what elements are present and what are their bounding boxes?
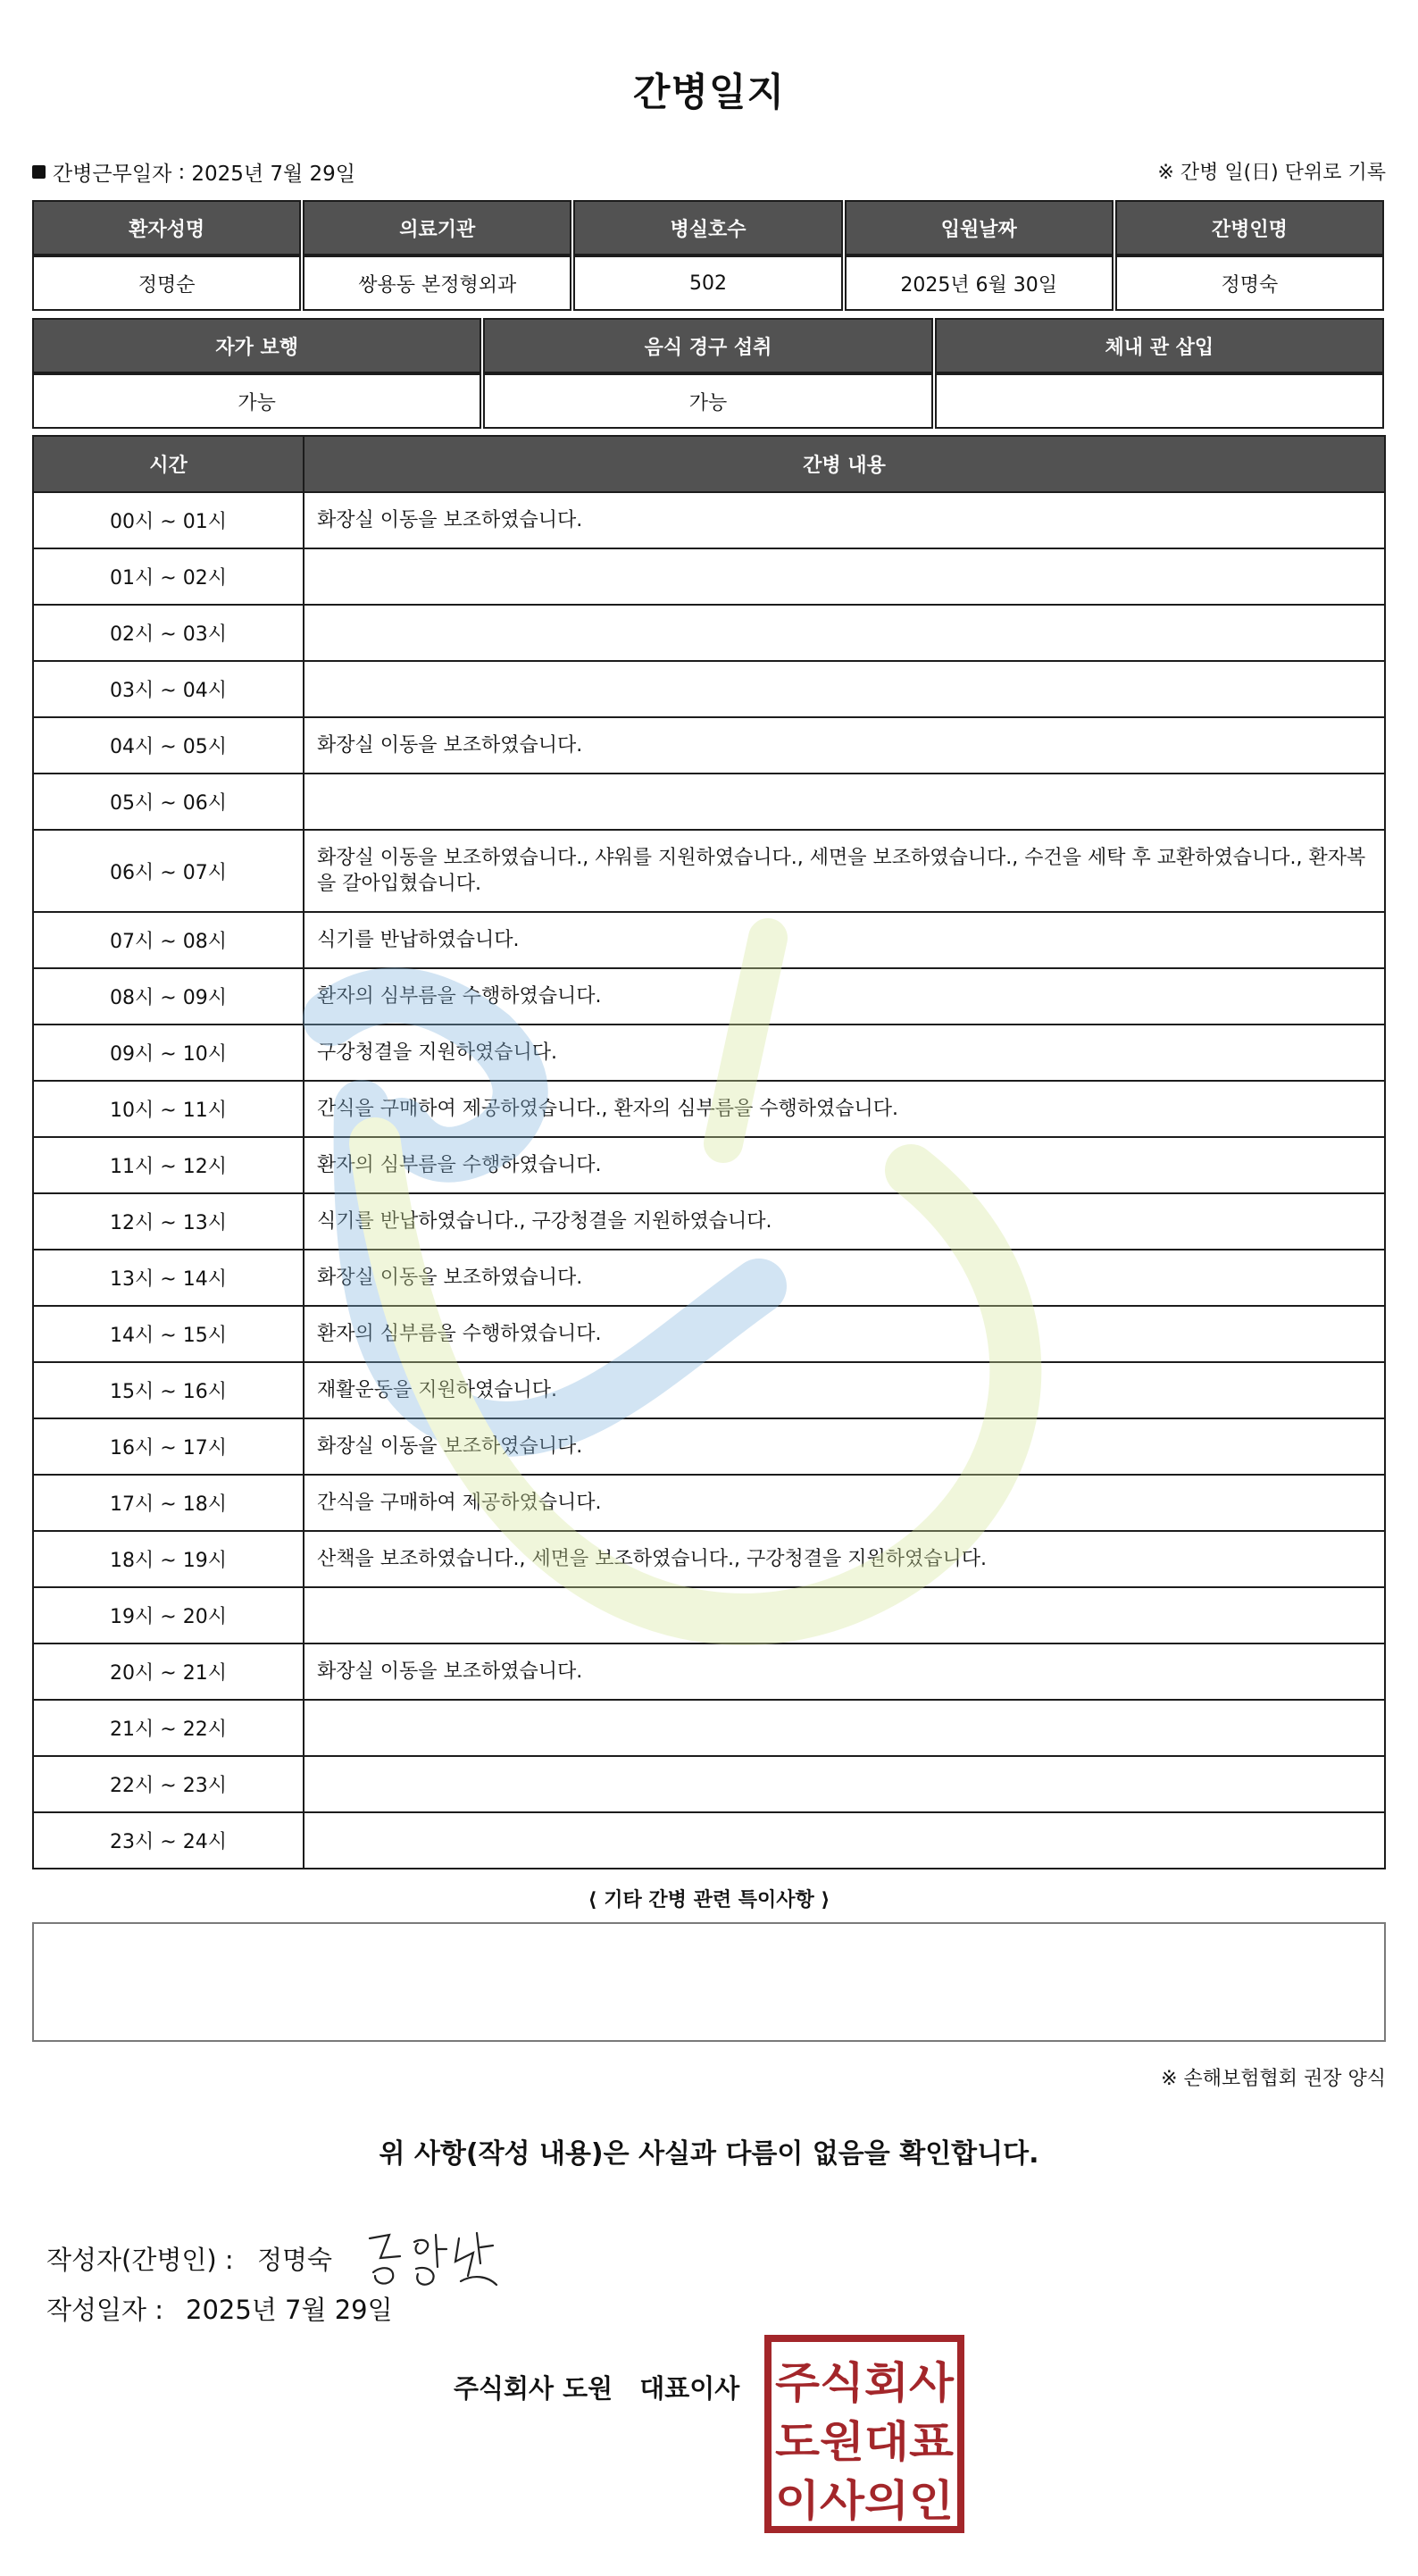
schedule-header-row xyxy=(33,436,1385,492)
header-admission-date: 입원날짜 xyxy=(845,200,1114,255)
time-slot: 13시 ~ 14시 xyxy=(33,1250,304,1306)
ceo-title: 대표이사 xyxy=(639,2372,740,2404)
special-notes-box xyxy=(32,1922,1386,2042)
time-slot: 14시 ~ 15시 xyxy=(33,1306,304,1362)
care-content xyxy=(304,1587,1385,1643)
care-content xyxy=(304,1812,1385,1869)
table-row xyxy=(33,912,1385,968)
header-time: 시간 xyxy=(33,436,304,492)
table-row xyxy=(33,1250,1385,1306)
table-row xyxy=(33,1137,1385,1193)
seal-line-2: 도원대표 xyxy=(775,2417,955,2467)
care-content: 구강청결을 지원하였습니다. xyxy=(304,1025,1385,1081)
association-note: ※ 손해보험협회 권장 양식 xyxy=(1161,2068,1386,2090)
care-content: 화장실 이동을 보조하였습니다. xyxy=(304,1418,1385,1475)
time-slot: 12시 ~ 13시 xyxy=(33,1193,304,1250)
work-date xyxy=(32,157,355,187)
self-walking: 가능 xyxy=(32,373,481,429)
seal-line-3: 이사의인 xyxy=(775,2476,954,2526)
table-row xyxy=(33,1643,1385,1700)
table-row xyxy=(33,605,1385,661)
header-caregiver-name: 간병인명 xyxy=(1115,200,1384,255)
time-slot: 10시 ~ 11시 xyxy=(33,1081,304,1137)
time-slot: 07시 ~ 08시 xyxy=(33,912,304,968)
care-content: 화장실 이동을 보조하였습니다. xyxy=(304,717,1385,774)
special-notes-title: ⟨ 기타 간병 관련 특이사항 ⟩ xyxy=(588,1889,830,1911)
care-content: 식기를 반납하였습니다. xyxy=(304,912,1385,968)
header-oral-intake: 음식 경구 섭취 xyxy=(483,318,932,373)
table-row xyxy=(33,1025,1385,1081)
writer-name: 정명숙 xyxy=(257,2244,333,2275)
tube-insertion xyxy=(935,373,1384,429)
table-row xyxy=(33,717,1385,774)
table-row xyxy=(33,968,1385,1025)
bullet-square-icon xyxy=(32,165,46,179)
hospital: 쌍용동 본정형외과 xyxy=(303,255,571,311)
time-slot: 04시 ~ 05시 xyxy=(33,717,304,774)
time-slot: 20시 ~ 21시 xyxy=(33,1643,304,1700)
care-content xyxy=(304,548,1385,605)
table-row xyxy=(33,548,1385,605)
care-content: 화장실 이동을 보조하였습니다. xyxy=(304,1250,1385,1306)
room-number: 502 xyxy=(573,255,842,311)
time-slot: 09시 ~ 10시 xyxy=(33,1025,304,1081)
time-slot: 00시 ~ 01시 xyxy=(33,492,304,548)
time-slot: 11시 ~ 12시 xyxy=(33,1137,304,1193)
table-row xyxy=(33,1418,1385,1475)
write-date-line xyxy=(46,2290,393,2327)
table-row xyxy=(33,1812,1385,1869)
table-row xyxy=(33,1306,1385,1362)
table-row xyxy=(33,774,1385,830)
header-self-walking: 자가 보행 xyxy=(32,318,481,373)
care-content xyxy=(304,605,1385,661)
handwritten-signature xyxy=(363,2222,514,2294)
time-slot: 06시 ~ 07시 xyxy=(33,830,304,912)
time-slot: 23시 ~ 24시 xyxy=(33,1812,304,1869)
time-slot: 22시 ~ 23시 xyxy=(33,1756,304,1812)
table-row xyxy=(33,1475,1385,1531)
care-content: 환자의 심부름을 수행하였습니다. xyxy=(304,1137,1385,1193)
time-slot: 16시 ~ 17시 xyxy=(33,1418,304,1475)
care-content: 식기를 반납하였습니다., 구강청결을 지원하였습니다. xyxy=(304,1193,1385,1250)
header-room-number: 병실호수 xyxy=(573,200,842,255)
company-signature-line xyxy=(454,2333,739,2440)
seal-line-1: 주식회사 xyxy=(775,2358,955,2408)
writer-line xyxy=(46,2222,514,2294)
care-content xyxy=(304,661,1385,717)
confirmation-statement: 위 사항(작성 내용)은 사실과 다름이 없음을 확인합니다. xyxy=(379,2138,1039,2170)
care-content: 환자의 심부름을 수행하였습니다. xyxy=(304,968,1385,1025)
patient-ability-table xyxy=(32,318,1386,429)
writer-label: 작성자(간병인) : xyxy=(46,2244,234,2275)
care-content xyxy=(304,1700,1385,1756)
page-title: 간병일지 xyxy=(632,71,786,115)
table-row xyxy=(33,1193,1385,1250)
write-date-label: 작성일자 : xyxy=(46,2295,164,2325)
care-content: 산책을 보조하였습니다., 세면을 보조하였습니다., 구강청결을 지원하였습니다. xyxy=(304,1531,1385,1587)
record-unit-note: ※ 간병 일(日) 단위로 기록 xyxy=(1157,162,1386,184)
patient-info-table xyxy=(32,200,1386,311)
table-row xyxy=(33,492,1385,548)
time-slot: 02시 ~ 03시 xyxy=(33,605,304,661)
table-row xyxy=(33,1756,1385,1812)
care-content: 환자의 심부름을 수행하였습니다. xyxy=(304,1306,1385,1362)
header-hospital: 의료기관 xyxy=(303,200,571,255)
table-row xyxy=(33,1531,1385,1587)
work-date-value: 2025년 7월 29일 xyxy=(191,163,356,186)
admission-date: 2025년 6월 30일 xyxy=(845,255,1114,311)
table-row xyxy=(33,1081,1385,1137)
care-content xyxy=(304,774,1385,830)
care-content: 간식을 구매하여 제공하였습니다. xyxy=(304,1475,1385,1531)
time-slot: 17시 ~ 18시 xyxy=(33,1475,304,1531)
care-content: 화장실 이동을 보조하였습니다. xyxy=(304,1643,1385,1700)
caregiver-name: 정명숙 xyxy=(1115,255,1384,311)
table-row xyxy=(33,1700,1385,1756)
care-content: 화장실 이동을 보조하였습니다. xyxy=(304,492,1385,548)
time-slot: 19시 ~ 20시 xyxy=(33,1587,304,1643)
care-content: 재활운동을 지원하였습니다. xyxy=(304,1362,1385,1418)
write-date: 2025년 7월 29일 xyxy=(186,2295,393,2325)
work-date-separator: : xyxy=(178,160,186,184)
header-patient-name: 환자성명 xyxy=(32,200,301,255)
time-slot: 03시 ~ 04시 xyxy=(33,661,304,717)
oral-intake: 가능 xyxy=(483,373,932,429)
table-row xyxy=(33,661,1385,717)
time-slot: 15시 ~ 16시 xyxy=(33,1362,304,1418)
care-content xyxy=(304,1756,1385,1812)
header-tube-insertion: 체내 관 삽입 xyxy=(935,318,1384,373)
header-care-content: 간병 내용 xyxy=(304,436,1385,492)
care-content: 화장실 이동을 보조하였습니다., 샤워를 지원하였습니다., 세면을 보조하였습니다., 수건을 세탁 후 교환하였습니다., 환자복을 갈아입혔습니다. xyxy=(304,830,1385,912)
time-slot: 21시 ~ 22시 xyxy=(33,1700,304,1756)
time-slot: 08시 ~ 09시 xyxy=(33,968,304,1025)
table-row xyxy=(33,830,1385,912)
time-slot: 05시 ~ 06시 xyxy=(33,774,304,830)
table-row xyxy=(33,1587,1385,1643)
work-date-label: 간병근무일자 xyxy=(53,163,172,186)
care-schedule-table xyxy=(32,435,1386,1869)
company-seal-stamp xyxy=(764,2335,964,2533)
patient-name: 정명순 xyxy=(32,255,301,311)
company-name: 주식회사 도원 xyxy=(454,2372,613,2404)
table-row xyxy=(33,1362,1385,1418)
time-slot: 18시 ~ 19시 xyxy=(33,1531,304,1587)
time-slot: 01시 ~ 02시 xyxy=(33,548,304,605)
care-content: 간식을 구매하여 제공하였습니다., 환자의 심부름을 수행하였습니다. xyxy=(304,1081,1385,1137)
